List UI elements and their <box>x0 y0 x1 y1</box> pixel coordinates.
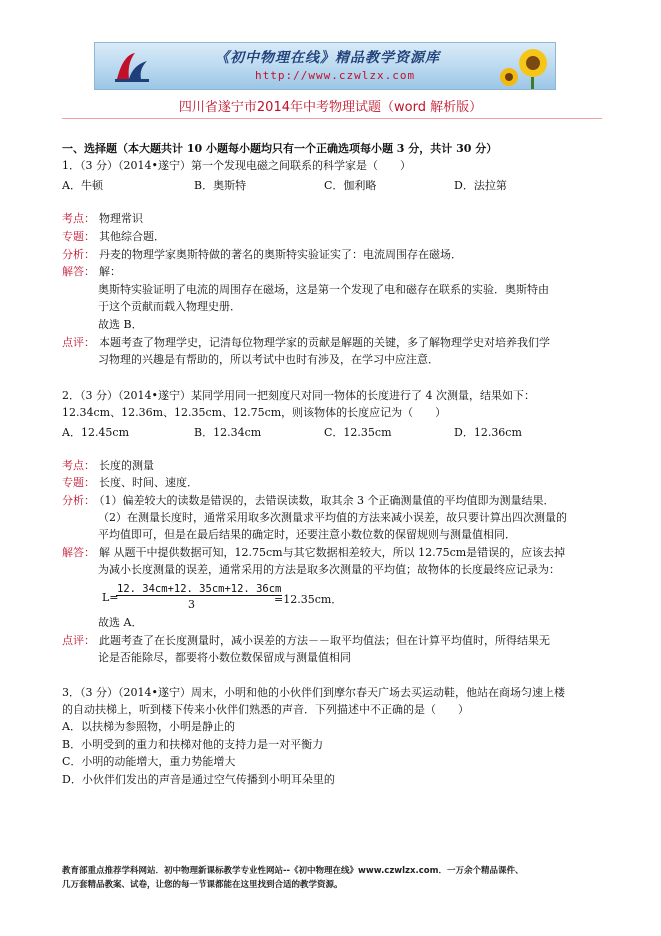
q2-stem-line2: 12.34cm、12.36m、12.35cm、12.75cm，则该物体的长度应记为（ ） <box>62 406 447 419</box>
q1-dianping-line2: 习物理的兴趣是有帮助的，所以考试中也时有涉及，在学习中应注意． <box>98 353 439 366</box>
footer-line1: 教育部重点推荐学科网站．初中物理新课标教学专业性网站--《初中物理在线》www.czwlzx.com．一万余个精品课件、 <box>62 866 524 876</box>
q1-kaodian: 考点： 物理常识 <box>62 212 143 225</box>
q2-option-c: C．12.35cm <box>324 426 392 439</box>
q2-answer-choice: 故选 A． <box>98 616 143 629</box>
q3-stem-line1: 3．（3 分）（2014•遂宁）周末，小明和他的小伙伴们到摩尔春天广场去买运动鞋，他站在商场匀速上楼 <box>62 686 565 699</box>
q3-stem-line2: 的自动扶梯上，听到楼下传来小伙伴们熟悉的声音．下列描述中不正确的是（ ） <box>62 703 469 716</box>
q2-option-a: A．12.45cm <box>62 426 130 439</box>
document-title: 四川省遂宁市2014年中考物理试题（word 解析版） <box>178 100 483 115</box>
q1-answer-choice: 故选 B． <box>98 318 143 331</box>
q2-stem-line1: 2．（3 分）（2014•遂宁）某同学用同一把刻度尺对同一物体的长度进行了 4 次测量，结果如下： <box>62 389 535 402</box>
q2-fenxi: 分析： （1）偏差较大的读数是错误的，去错误读数，取其余 3 个正确测量值的平均值即为测量结果． <box>62 494 555 507</box>
q2-zhuanti: 专题： 长度、时间、速度． <box>62 476 198 489</box>
q1-stem: 1．（3 分）（2014•遂宁）第一个发现电磁之间联系的科学家是（ ） <box>62 159 411 172</box>
q2-dianping: 点评： 此题考查了在长度测量时，减小误差的方法－－取平均值法；但在计算平均值时，所得结果无 <box>62 634 550 647</box>
banner-url[interactable]: http://www.czwlzx.com <box>255 69 416 82</box>
q1-answer-line1: 奥斯特实验证明了电流的周围存在磁场，这是第一个发现了电和磁存在联系的实验．奥斯特由 <box>98 283 549 296</box>
q3-option-b: B．小明受到的重力和扶梯对他的支持力是一对平衡力 <box>62 738 324 751</box>
q2-option-d: D．12.36cm <box>454 426 522 439</box>
formula-result: =12.35cm． <box>274 593 343 606</box>
q3-option-c: C．小明的动能增大，重力势能增大 <box>62 755 236 768</box>
q2-jieda-line2: 为减小长度测量的误差，通常采用的方法是取多次测量的平均值；故物体的长度最终应记录为： <box>98 563 560 576</box>
q3-option-d: D．小伙伴们发出的声音是通过空气传播到小明耳朵里的 <box>62 773 335 786</box>
footer-line2: 几万套精品教案、试卷，让您的每一节课都能在这里找到合适的教学资源。 <box>62 880 343 890</box>
q2-option-b: B．12.34cm <box>194 426 262 439</box>
formula-prefix: L= <box>102 591 119 604</box>
q2-fenxi-line3: 平均值即可，但是在最后结果的确定时，还要注意小数位数的保留规则与测量值相同． <box>98 528 516 541</box>
section-heading: 一、选择题（本大题共计 10 小题每小题均只有一个正确选项每小题 3 分，共计 30 分） <box>62 142 498 155</box>
q1-option-b: B．奥斯特 <box>194 179 247 192</box>
formula-denominator: 3 <box>188 598 195 611</box>
q2-jieda: 解答： 解 从题干中提供数据可知，12.75cm与其它数据相差较大，所以 12.75cm是错误的，应该去掉 <box>62 546 566 559</box>
banner-title: 《初中物理在线》精品教学资源库 <box>215 50 440 66</box>
q1-option-d: D．法拉第 <box>454 179 507 192</box>
q2-dianping-line2: 论是否能除尽，都要将小数位数保留成与测量值相同 <box>98 651 351 664</box>
q1-option-c: C．伽利略 <box>324 179 377 192</box>
title-divider <box>62 118 602 119</box>
q1-zhuanti: 专题： 其他综合题． <box>62 230 165 243</box>
q1-answer-line2: 于这个贡献而载入物理史册． <box>98 300 241 313</box>
site-logo-icon <box>113 49 151 85</box>
sunflower-icon <box>495 43 555 89</box>
q2-fenxi-line2: （2）在测量长度时，通常采用取多次测量求平均值的方法来减小误差，故只要计算出四次测量的 <box>98 511 567 524</box>
q3-option-a: A．以扶梯为参照物，小明是静止的 <box>62 720 235 733</box>
formula-numerator: 12. 34cm+12. 35cm+12. 36cm <box>117 583 282 595</box>
header-banner <box>94 42 556 90</box>
q2-kaodian: 考点： 长度的测量 <box>62 459 154 472</box>
q1-dianping: 点评： 本题考查了物理学史，记清每位物理学家的贡献是解题的关键，多了解物理学史对培养我们学 <box>62 336 550 349</box>
q1-fenxi: 分析： 丹麦的物理学家奥斯特做的著名的奥斯特实验证实了：电流周围存在磁场． <box>62 248 462 261</box>
q1-option-a: A．牛顿 <box>62 179 103 192</box>
q1-jieda: 解答： 解： <box>62 265 121 278</box>
